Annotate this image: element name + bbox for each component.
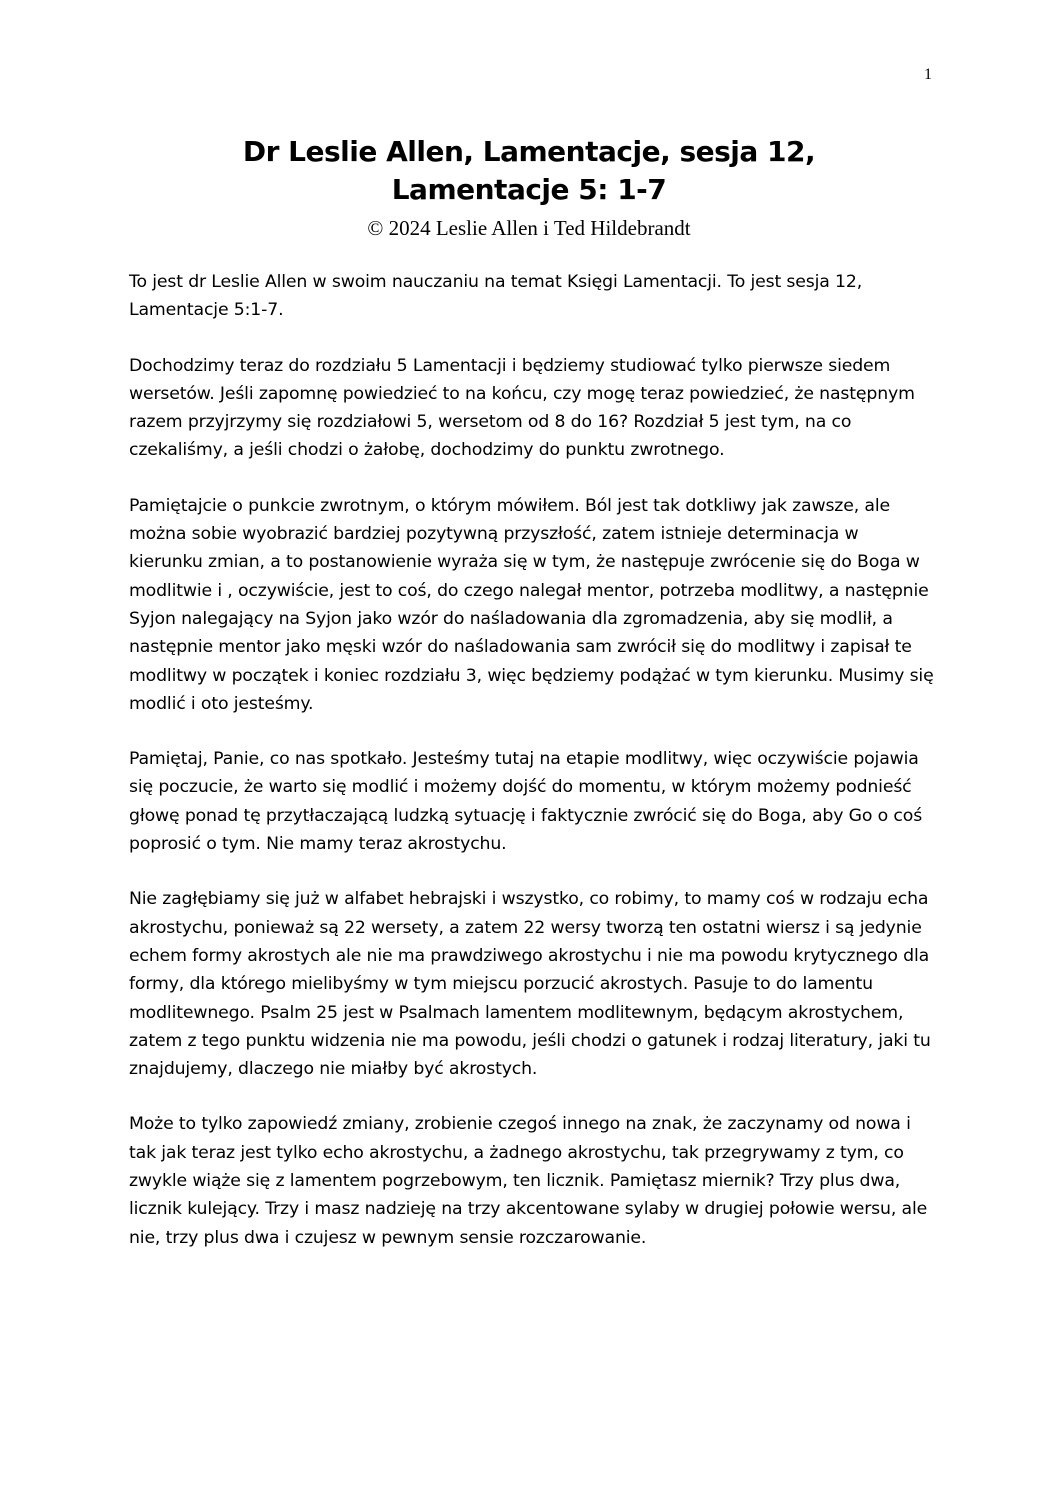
- page-number: 1: [924, 66, 932, 83]
- paragraph: Dochodzimy teraz do rozdziału 5 Lamentacji i będziemy studiować tylko pierwsze siedem wersetów. Jeśli zapomnę powiedzieć to na końcu, czy mogę teraz powiedzieć, że następnym razem przyjrzymy się rozdziałowi 5, wersetom od 8 do 16? Rozdział 5 jest tym, na co czekaliśmy, a jeśli chodzi o żałobę, dochodzimy do punktu zwrotnego.: [129, 355, 915, 461]
- copyright-notice: © 2024 Leslie Allen i Ted Hildebrandt: [367, 216, 691, 240]
- paragraph: Może to tylko zapowiedź zmiany, zrobienie czegoś innego na znak, że zaczynamy od nowa i tak jak teraz jest tylko echo akrostychu, a żadnego akrostychu, tak przegrywamy z tym, co zwykle wiąże się z lamentem pogrzebowym, ten licznik. Pamiętasz miernik? Trzy plus dwa, licznik kulejący. Trzy i masz nadzieję na trzy akcentowane sylaby w drugiej połowie wersu, ale nie, trzy plus dwa i czujesz w pewnym sensie rozczarowanie.: [129, 1114, 928, 1248]
- paragraph: Pamiętaj, Panie, co nas spotkało. Jesteśmy tutaj na etapie modlitwy, więc oczywiście pojawia się poczucie, że warto się modlić i możemy dojść do momentu, w którym możemy podnieść głowę ponad tę przytłaczającą ludzką sytuację i faktycznie zwrócić się do Boga, aby Go o coś poprosić o tym. Nie mamy teraz akrostychu.: [129, 749, 923, 855]
- document-title: [0, 133, 1058, 209]
- paragraph: Nie zagłębiamy się już w alfabet hebrajski i wszystko, co robimy, to mamy coś w rodzaju echa akrostychu, ponieważ są 22 wersety, a zatem 22 wersy tworzą ten ostatni wiersz i są jedynie echem formy akrostych ale nie ma prawdziwego akrostychu i nie ma powodu krytycznego dla formy, dla którego mielibyśmy w tym miejscu porzucić akrostych. Pasuje to do lamentu modlitewnego. Psalm 25 jest w Psalmach lamentem modlitewnym, będącym akrostychem, zatem z tego punktu widzenia nie ma powodu, jeśli chodzi o gatunek i rodzaj literatury, jaki tu znajdujemy, dlaczego nie miałby być akrostych.: [129, 889, 931, 1080]
- paragraph: To jest dr Leslie Allen w swoim nauczaniu na temat Księgi Lamentacji. To jest sesja 12, Lamentacje 5:1-7.: [129, 272, 863, 321]
- title-line-2: Lamentacje 5: 1-7: [391, 173, 667, 206]
- document-body: [129, 268, 935, 1279]
- title-line-1: Dr Leslie Allen, Lamentacje, sesja 12,: [242, 135, 816, 168]
- paragraph: Pamiętajcie o punkcie zwrotnym, o którym mówiłem. Ból jest tak dotkliwy jak zawsze, ale można sobie wyobrazić bardziej pozytywną przyszłość, zatem istnieje determinacja w kierunku zmian, a to postanowienie wyraża się w tym, że następuje zwrócenie się do Boga w modlitwie i , oczywiście, jest to coś, do czego nalegał mentor, potrzeba modlitwy, a następnie Syjon nalegający na Syjon jako wzór do naśladowania dla zgromadzenia, aby się modlił, a następnie mentor jako męski wzór do naśladowania sam zwrócił się do modlitwy i zapisał te modlitwy w początek i koniec rozdziału 3, więc będziemy podążać w tym kierunku. Musimy się modlić i oto jesteśmy.: [129, 495, 934, 714]
